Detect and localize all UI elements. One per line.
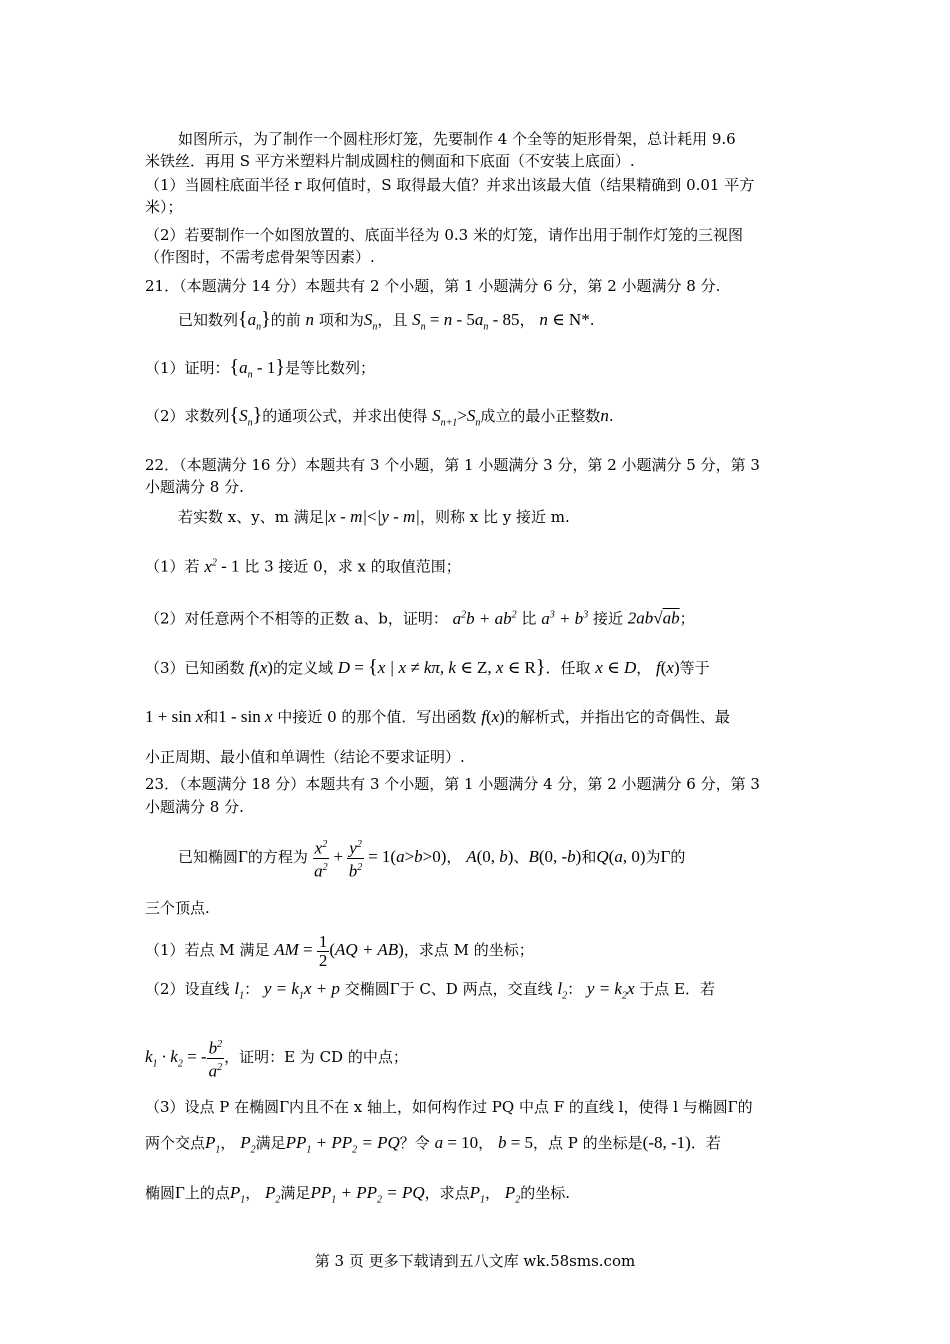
p21-stem: 已知数列$\{a_n\}$的前 n 项和为$S_n$，且 $S_n = n - 5a_n - 85$， n ∈ N*. [178,308,595,333]
p23-q3-line-2: 两个交点$P_1$， $P_2$满足$PP_1 + PP_2$ = PQ？令 a = 10， b = 5，点 P 的坐标是(-8, -1)．若 [145,1133,721,1156]
p22-q3-line-2: 1 + sin x和1 - sin x 中接近 0 的那个值．写出函数 f(x)的解析式，并指出它的奇偶性、最 [145,707,730,726]
p22-q2: （2）对任意两个不相等的正数 a、b，证明： $a^2b + ab^2$ 比 $a^3 + b^3$ 接近 2ab√ab； [145,608,695,628]
p23-q3-line-3: 椭圆Γ上的点$P_1$， $P_2$满足$PP_1 + PP_2$ = PQ，求点$P_1$， $P_2$的坐标. [145,1183,570,1206]
page-footer: 第 3 页 更多下载请到五八文库 wk.58sms.com [314,1252,636,1270]
intro-q1-line-2: 米）； [145,198,183,216]
p22-q3-line-1: （3）已知函数 f(x)的定义域 D = {x | x ≠ kπ, k ∈ Z, x ∈ R}．任取 x ∈ D， f(x)等于 [145,656,710,678]
p23-header-2: 小题满分 8 分. [145,798,244,816]
p21-q2: （2）求数列$\{S_n\}$的通项公式，并求出使得 $S_{n+1}>S_n$成立的最小正整数n. [145,404,614,429]
p23-q3-line-1: （3）设点 P 在椭圆Γ内且不在 x 轴上，如何构作过 PQ 中点 F 的直线 l，使得 l 与椭圆Γ的 [145,1097,753,1116]
p22-q3-line-3: 小正周期、最小值和单调性（结论不要求证明）. [145,748,465,766]
p23-q2-line-1: （2）设直线 $l_1$： $y = k_1x + p$ 交椭圆Γ于 C、D 两点，交直线 $l_2$： $y = k_2x$ 于点 E．若 [145,979,716,1002]
intro-q2-line-2: （作图时，不需考虑骨架等因素）. [145,248,375,266]
p23-stem: 已知椭圆Γ的方程为 $\frac{x^2}{a^2}$ + $\frac{y^2}{b^2}$ = 1(a>b>0)， A(0, b)、B(0, -b)和Q(a, 0)为Γ的 [178,836,685,880]
p22-stem: 若实数 x、y、m 满足|x - m|<|y - m|，则称 x 比 y 接近 m. [178,507,570,526]
p22-header-2: 小题满分 8 分. [145,478,244,496]
intro-line-1: 如图所示，为了制作一个圆柱形灯笼，先要制作 4 个全等的矩形骨架，总计耗用 9.6 [178,130,736,148]
p21-q1: （1）证明：$\{a_n - 1\}$是等比数列； [145,356,375,381]
p23-q1: （1）若点 M 满足 AM = $\frac{1}{2}$ (AQ + AB)，求点 M 的坐标； [145,931,534,970]
p22-header-1: 22．（本题满分 16 分）本题共有 3 个小题，第 1 小题满分 3 分，第 2 小题满分 5 分，第 3 [145,456,760,474]
intro-line-2: 米铁丝．再用 S 平方米塑料片制成圆柱的侧面和下底面（不安装上底面）. [145,152,635,170]
p22-q1: （1）若 $x^2 - 1$ 比 3 接近 0，求 x 的取值范围； [145,556,461,576]
intro-q2-line-1: （2）若要制作一个如图放置的、底面半径为 0.3 米的灯笼，请作出用于制作灯笼的三视图 [145,226,743,244]
p23-q2-line-2: $k_1 \cdot k_2$ = - $\frac{b^2}{a^2}$ ，证明：E 为 CD 的中点； [145,1036,408,1085]
intro-q1-line-1: （1）当圆柱底面半径 r 取何值时，S 取得最大值？并求出该最大值（结果精确到 0.01 平方 [145,176,755,194]
p23-stem-2: 三个顶点. [145,899,210,917]
p23-header-1: 23．（本题满分 18 分）本题共有 3 个小题，第 1 小题满分 4 分，第 2 小题满分 6 分，第 3 [145,775,760,793]
p21-header: 21．（本题满分 14 分）本题共有 2 个小题，第 1 小题满分 6 分，第 2 小题满分 8 分. [145,277,721,295]
